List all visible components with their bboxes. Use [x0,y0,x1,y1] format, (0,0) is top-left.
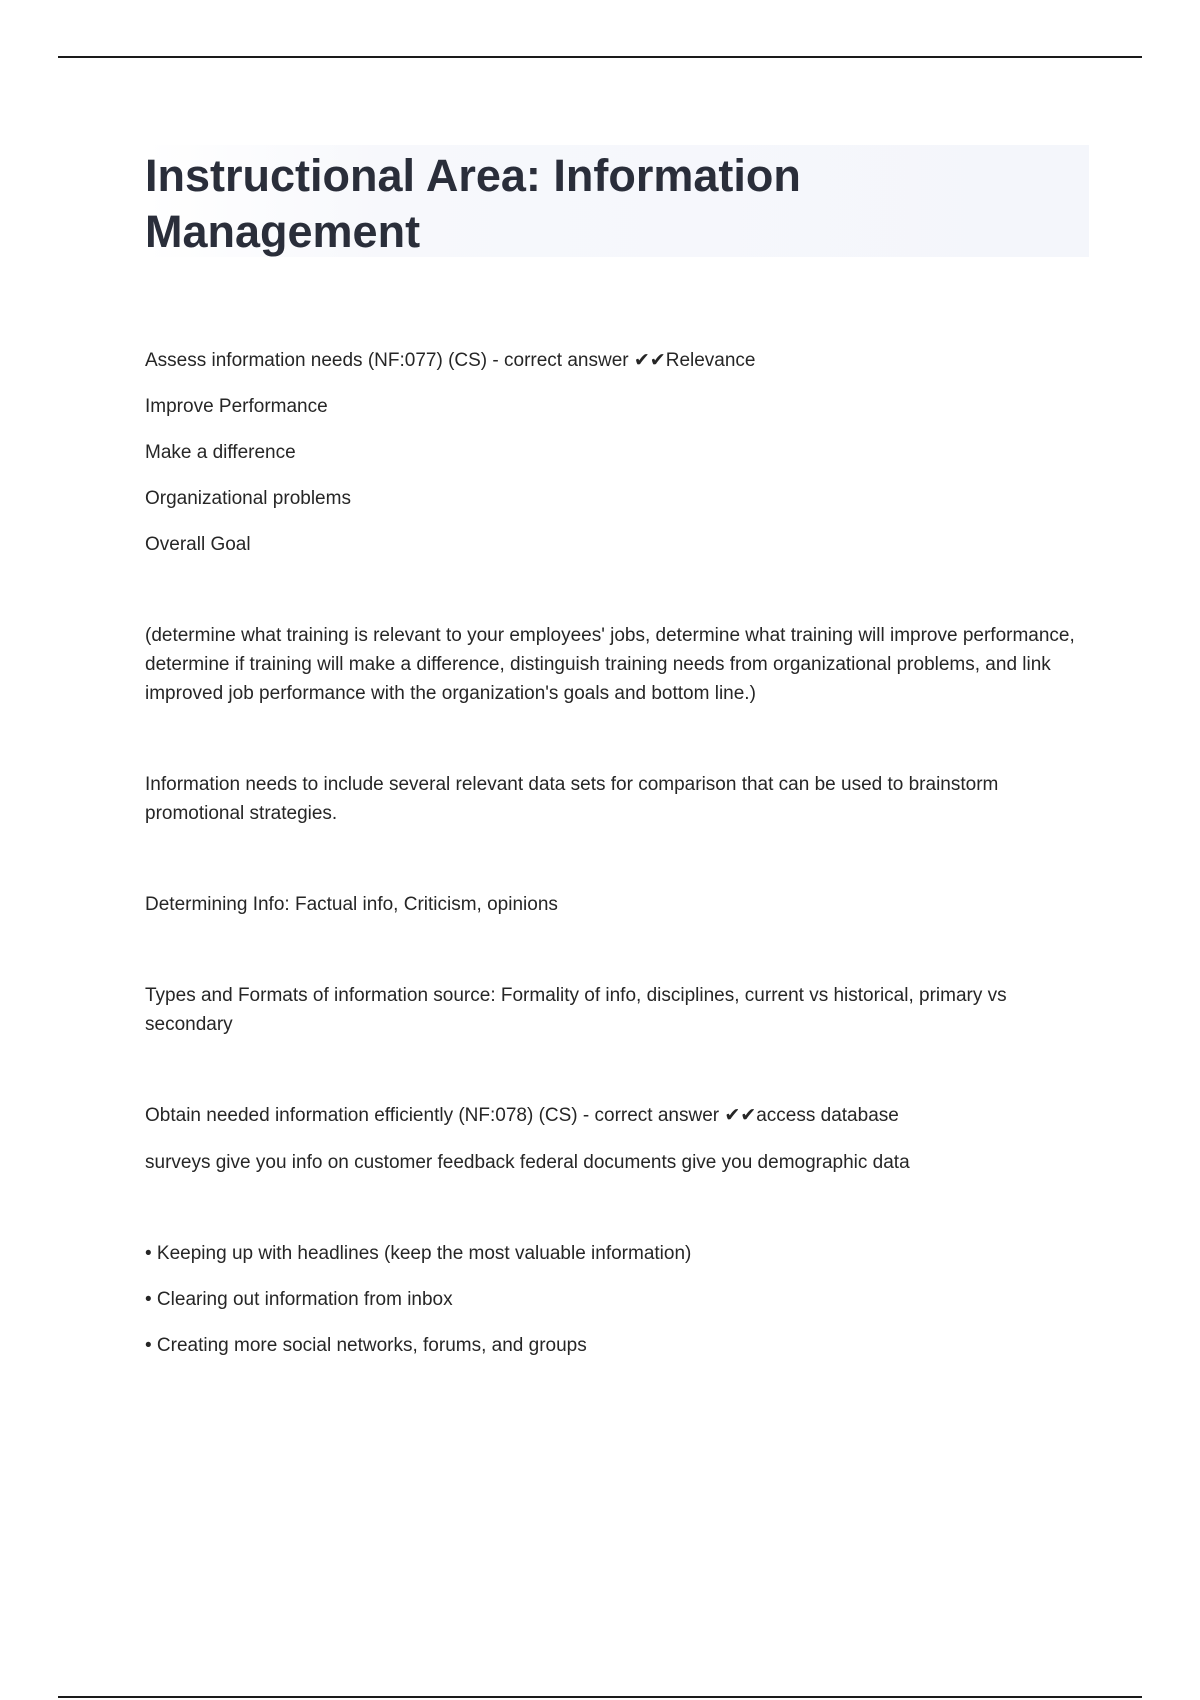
bullet-item: • Clearing out information from inbox [145,1289,453,1310]
paragraph-types-formats: Types and Formats of information source: Formality of info, disciplines, current vs historical, primary vs secondary [145,985,1007,1035]
answer-item: Organizational problems [145,488,351,509]
top-rule [58,56,1142,58]
answer-item: Improve Performance [145,396,328,417]
document-body [145,346,1095,1360]
question-obtain-information: Obtain needed information efficiently (NF:078) (CS) - correct answer ✔✔access database [145,1105,899,1126]
question-assess-information-needs: Assess information needs (NF:077) (CS) - correct answer ✔✔Relevance [145,350,756,371]
paragraph-determining-info: Determining Info: Factual info, Criticism, opinions [145,894,558,915]
page-title: Instructional Area: Information Management [145,150,801,257]
answer-line-surveys: surveys give you info on customer feedback federal documents give you demographic data [145,1152,910,1173]
paragraph-information-needs: Information needs to include several relevant data sets for comparison that can be used to brainstorm promotional strategies. [145,774,999,824]
bottom-rule [58,1696,1142,1698]
answer-item: Make a difference [145,442,296,463]
bullet-item: • Keeping up with headlines (keep the most valuable information) [145,1243,692,1264]
bullet-item: • Creating more social networks, forums, and groups [145,1335,587,1356]
paragraph-training: (determine what training is relevant to your employees' jobs, determine what training will improve performance, determine if training will make a difference, distinguish training needs from organizational problems, and link improved job performance with the organization's goals and bottom line.) [145,625,1075,704]
answer-item: Overall Goal [145,534,251,555]
